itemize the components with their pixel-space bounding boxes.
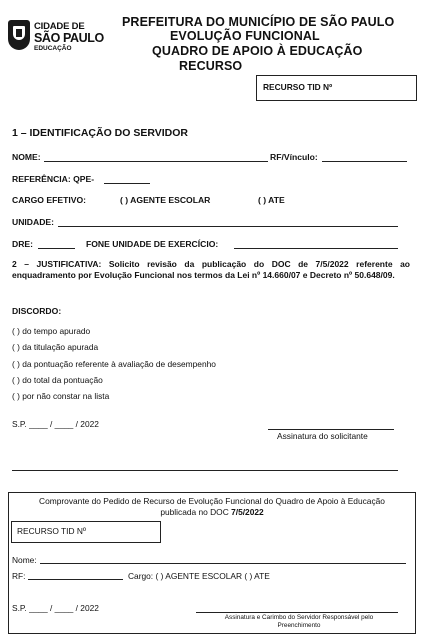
receipt-sp-date[interactable]: S.P. ____ / ____ / 2022 — [12, 603, 99, 613]
receipt-rf-field[interactable] — [28, 579, 123, 580]
discordo-item-tempo[interactable]: ( ) do tempo apurado — [12, 326, 91, 336]
sp-date[interactable]: S.P. ____ / ____ / 2022 — [12, 419, 99, 429]
discordo-title: DISCORDO: — [12, 306, 62, 316]
discordo-item-pontuacao[interactable]: ( ) da pontuação referente à avaliação de desempenho — [12, 359, 216, 369]
receipt-title-prefix: publicada no DOC — [160, 507, 232, 517]
discordo-item-titulacao[interactable]: ( ) da titulação apurada — [12, 342, 99, 352]
unidade-label: UNIDADE: — [12, 217, 55, 227]
header-line4: RECURSO — [179, 59, 243, 73]
logo-line3: EDUCAÇÃO — [34, 45, 72, 52]
fone-field[interactable] — [234, 248, 398, 249]
unidade-field[interactable] — [58, 226, 398, 227]
receipt-tid-label: RECURSO TID Nº — [17, 526, 86, 536]
justificativa-text: 2 – JUSTIFICATIVA: Solicito revisão da publicação do DOC de 7/5/2022 referente ao enquadramento por Evolução Funcional nos termos da Lei nº 14.660/07 e Decreto nº 50.648/09. — [12, 259, 410, 280]
receipt-cargo[interactable]: Cargo: ( ) AGENTE ESCOLAR ( ) ATE — [128, 571, 270, 581]
receipt-nome-label: Nome: — [12, 555, 37, 565]
dre-field[interactable] — [38, 248, 75, 249]
referencia-field[interactable] — [104, 183, 150, 184]
logo — [8, 20, 114, 58]
discordo-item-lista[interactable]: ( ) por não constar na lista — [12, 391, 110, 401]
header-line2: EVOLUÇÃO FUNCIONAL — [170, 29, 320, 43]
signature-label: Assinatura do solicitante — [277, 431, 368, 441]
section1-title: 1 – IDENTIFICAÇÃO DO SERVIDOR — [12, 127, 188, 139]
receipt-title-line2 — [14, 507, 410, 517]
cargo-option-ate[interactable]: ( ) ATE — [258, 195, 285, 205]
nome-field[interactable] — [44, 161, 268, 162]
separator-line — [12, 470, 398, 471]
receipt-title-line1: Comprovante do Pedido de Recurso de Evolução Funcional do Quadro de Apoio à Educação — [39, 496, 385, 506]
dre-label: DRE: — [12, 239, 34, 249]
signature-line[interactable] — [268, 429, 394, 430]
logo-line1: CIDADE DE — [34, 21, 85, 32]
nome-label: NOME: — [12, 152, 41, 162]
discordo-item-total[interactable]: ( ) do total da pontuação — [12, 375, 103, 385]
header-line3: QUADRO DE APOIO À EDUCAÇÃO — [152, 44, 363, 58]
receipt-signature-line[interactable] — [196, 612, 398, 613]
receipt-sig-label2: Preenchimento — [277, 622, 321, 629]
cargo-option-agente[interactable]: ( ) AGENTE ESCOLAR — [120, 195, 211, 205]
recurso-tid-label: RECURSO TID Nº — [263, 82, 333, 92]
recurso-tid-box[interactable] — [256, 75, 417, 101]
rf-label: RF/Vínculo: — [270, 152, 318, 162]
fone-label: FONE UNIDADE DE EXERCÍCIO: — [86, 239, 219, 249]
receipt-rf-label: RF: — [12, 571, 26, 581]
rf-field[interactable] — [322, 161, 407, 162]
city-seal-icon — [8, 20, 30, 50]
cargo-label: CARGO EFETIVO: — [12, 195, 87, 205]
receipt-nome-field[interactable] — [40, 563, 406, 564]
referencia-label: REFERÊNCIA: QPE- — [12, 174, 95, 184]
logo-line2: SÃO PAULO — [34, 31, 104, 45]
header-line1: PREFEITURA DO MUNICÍPIO DE SÃO PAULO — [122, 15, 395, 29]
receipt-sig-label1: Assinatura e Carimbo do Servidor Responsável pelo — [224, 614, 374, 621]
receipt-tid-box[interactable] — [11, 521, 161, 543]
receipt-title-date: 7/5/2022 — [231, 507, 264, 517]
